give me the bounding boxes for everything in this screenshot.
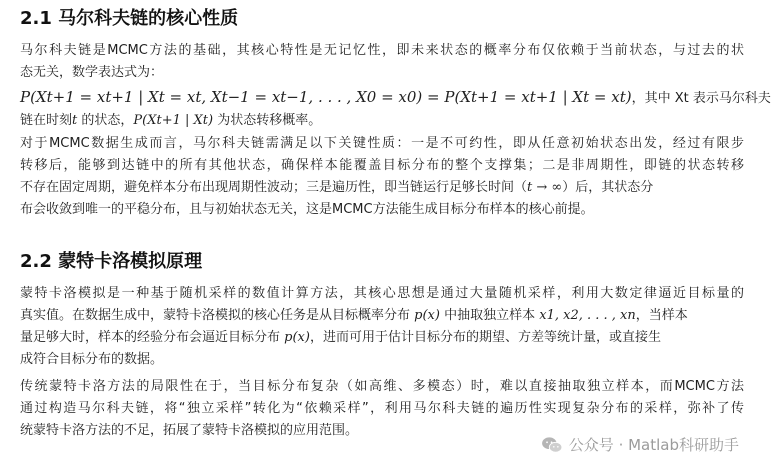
- math-t: t: [72, 113, 78, 128]
- text-fragment: 真实值。在数据生成中，蒙特卡洛模拟的核心任务是从目标概率分布: [20, 308, 411, 323]
- paragraph-mcmc-advantage: [20, 376, 744, 442]
- text-line: 通过构造马尔科夫链，将“独立采样”转化为“依赖采样”，利用马尔科夫链的遍历性实现复杂分布的采样，弥补了传: [20, 401, 744, 416]
- formula-line: [20, 84, 771, 110]
- math-px: p(x): [414, 308, 440, 323]
- paragraph-monte-carlo: [20, 283, 744, 371]
- text-line: 蒙特卡洛模拟是一种基于随机采样的数值计算方法，其核心思想是通过大量随机采样，利用大数定律逼近目标量的: [20, 286, 744, 301]
- formula-suffix: ，其中 Xt 表示马尔科夫: [631, 91, 771, 106]
- text-fragment: 不存在固定周期，避免样本分布出现周期性波动；三是遍历性，即当链运行足够长时间（: [20, 180, 528, 195]
- text-fragment: ，当样本: [635, 308, 688, 323]
- text-line: 传统蒙特卡洛方法的局限性在于，当目标分布复杂（如高维、多模态）时，难以直接抽取独立样本，而MCMC方法: [20, 379, 744, 394]
- text-fragment: 量足够大时，样本的经验分布会逼近目标分布: [20, 330, 281, 345]
- text-fragment: 链在时刻: [20, 113, 73, 128]
- paragraph-markov-property: [20, 40, 771, 132]
- text-fragment: ，进而可用于估计目标分布的期望、方差等统计量，或直接生: [309, 330, 661, 345]
- math-samples: x1, x2, . . . , xn: [539, 308, 636, 323]
- markov-formula: P(Xt+1 = xt+1 | Xt = xt, Xt−1 = xt−1, . . . , X0 = x0) = P(Xt+1 = xt+1 | Xt = xt): [20, 88, 632, 106]
- text-line: 布会收敛到唯一的平稳分布，且与初始状态无关，这是MCMC方法能生成目标分布样本的核心前提。: [20, 202, 594, 217]
- wechat-icon: [541, 436, 563, 454]
- text-fragment: 的状态，: [77, 113, 134, 128]
- text-line: [20, 327, 744, 349]
- section-heading-monte-carlo: 2.2 蒙特卡洛模拟原理: [20, 251, 203, 272]
- text-fragment: 为状态转移概率。: [213, 113, 322, 128]
- text-line: [20, 305, 744, 327]
- math-px: p(x): [284, 330, 310, 345]
- text-line: 转移后，能够到达链中的所有其他状态，确保样本能覆盖目标分布的整个支撑集；二是非周期性，即链的状态转移: [20, 158, 744, 173]
- text-fragment: ）后，其状态分: [562, 180, 654, 195]
- text-line: [20, 110, 744, 132]
- math-limit: t → ∞: [527, 180, 563, 195]
- text-line: 马尔科夫链是MCMC方法的基础，其核心特性是无记忆性，即未来状态的概率分布仅依赖于当前状态，与过去的状: [20, 43, 744, 58]
- math-transition-prob: P(Xt+1 | Xt): [133, 113, 214, 128]
- watermark: [541, 434, 739, 455]
- text-line: [20, 177, 744, 199]
- section-heading-markov: 2.1 马尔科夫链的核心性质: [20, 8, 239, 29]
- text-fragment: 中抽取独立样本: [444, 308, 536, 323]
- text-line: 成符合目标分布的数据。: [20, 352, 164, 367]
- text-line: 统蒙特卡洛方法的不足，拓展了蒙特卡洛模拟的应用范围。: [20, 423, 359, 438]
- paragraph-key-properties: [20, 133, 744, 221]
- watermark-text: 公众号 · Matlab科研助手: [568, 436, 739, 454]
- text-line: 态无关，数学表达式为：: [20, 65, 164, 80]
- text-line: 对于MCMC数据生成而言，马尔科夫链需满足以下关键性质：一是不可约性，即从任意初始状态出发，经过有限步: [20, 136, 744, 151]
